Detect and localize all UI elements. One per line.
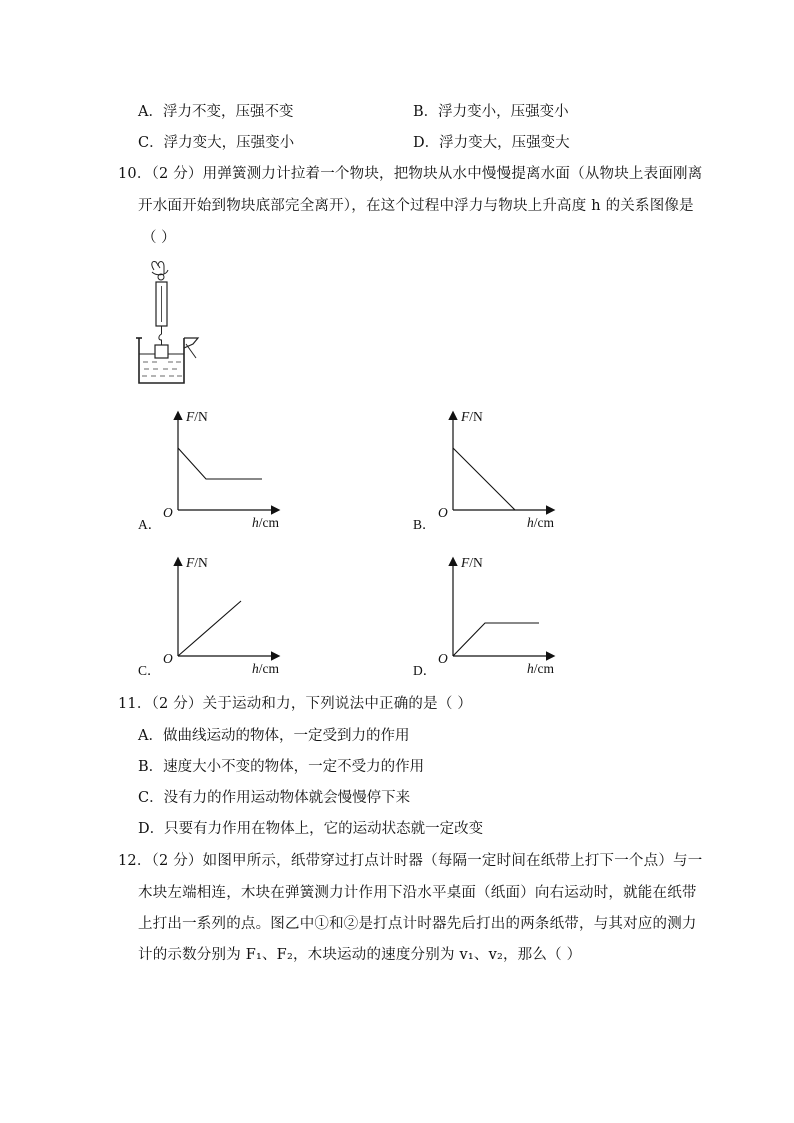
graph-c-curve — [178, 601, 241, 656]
graph-c-label: C． — [138, 663, 161, 678]
graph-a-y-label-f: F — [186, 409, 195, 424]
svg-text:F/N — [185, 555, 208, 570]
graph-b-y-label-f: F — [461, 409, 470, 424]
hook — [159, 326, 162, 345]
graph-d-y-label-unit: /N — [469, 555, 483, 570]
graph-a-x-label-unit: /cm — [258, 515, 279, 530]
svg-text:h/cm — [527, 661, 554, 676]
graph-b-curve — [453, 448, 515, 510]
q11-option-a: A．做曲线运动的物体，一定受到力的作用 — [138, 728, 410, 744]
graph-b-x-label-h: h — [527, 515, 534, 530]
graph-b — [405, 405, 565, 535]
svg-text:F/N — [185, 409, 208, 424]
graph-d-curve — [453, 623, 539, 656]
graph-d-x-label-h: h — [527, 661, 534, 676]
graph-d-label: D． — [413, 663, 437, 678]
q10-answer-blank: （ ） — [142, 230, 176, 246]
graph-c-y-label-f: F — [186, 555, 195, 570]
q12-stem-line4: 计的示数分别为 F₁、F₂，木块运动的速度分别为 v₁、v₂，那么（ ） — [138, 947, 582, 963]
graph-d-x-label-unit: /cm — [533, 661, 554, 676]
svg-text:F/N — [460, 409, 483, 424]
q11-option-d: D．只要有力作用在物体上，它的运动状态就一定改变 — [138, 821, 484, 837]
graph-d-y-label-f: F — [461, 555, 470, 570]
hand-icon — [152, 261, 168, 280]
q11-option-c: C．没有力的作用运动物体就会慢慢停下来 — [138, 790, 411, 806]
graph-c-origin: O — [163, 651, 173, 666]
q10-stem-line2: 开水面开始到物块底部完全离开），在这个过程中浮力与物块上升高度 h 的关系图像是 — [138, 198, 694, 214]
graph-c-y-label-unit: /N — [194, 555, 208, 570]
graph-a-origin: O — [163, 505, 173, 520]
q11-stem: 11．（2 分）关于运动和力，下列说法中正确的是（ ） — [118, 696, 473, 712]
graph-a — [130, 405, 290, 535]
graph-a-curve — [178, 448, 262, 479]
q12-stem-line3: 上打出一系列的点。图乙中①和②是打点计时器先后打出的两条纸带，与其对应的测力 — [138, 916, 697, 932]
spring-scale-apparatus-figure — [136, 258, 200, 388]
svg-text:h/cm — [252, 661, 279, 676]
graph-b-label: B． — [413, 517, 436, 532]
graph-c-x-label-h: h — [252, 661, 259, 676]
graph-d-origin: O — [438, 651, 448, 666]
q12-stem-line1: 12．（2 分）如图甲所示，纸带穿过打点计时器（每隔一定时间在纸带上打下一个点）与一 — [118, 853, 703, 869]
q9-option-b: B．浮力变小，压强变小 — [413, 104, 569, 120]
q10-stem-line1: 10．（2 分）用弹簧测力计拉着一个物块，把物块从水中慢慢提离水面（从物块上表面刚离 — [118, 166, 703, 182]
graph-c-x-label-unit: /cm — [258, 661, 279, 676]
q9-option-d: D．浮力变大，压强变大 — [413, 135, 570, 151]
graph-b-x-label-unit: /cm — [533, 515, 554, 530]
graph-b-origin: O — [438, 505, 448, 520]
svg-text:h/cm — [527, 515, 554, 530]
graph-b-y-label-unit: /N — [469, 409, 483, 424]
q9-option-c: C．浮力变大，压强变小 — [138, 135, 295, 151]
svg-text:h/cm — [252, 515, 279, 530]
q9-option-a: A．浮力不变，压强不变 — [138, 104, 294, 120]
graph-d — [405, 551, 565, 681]
graph-c — [130, 551, 290, 681]
graph-a-label: A． — [138, 517, 162, 532]
graph-a-y-label-unit: /N — [194, 409, 208, 424]
q12-stem-line2: 木块左端相连，木块在弹簧测力计作用下沿水平桌面（纸面）向右运动时，就能在纸带 — [138, 885, 697, 901]
q11-option-b: B．速度大小不变的物体，一定不受力的作用 — [138, 759, 425, 775]
graph-a-x-label-h: h — [252, 515, 259, 530]
block — [155, 345, 168, 358]
svg-text:F/N — [460, 555, 483, 570]
